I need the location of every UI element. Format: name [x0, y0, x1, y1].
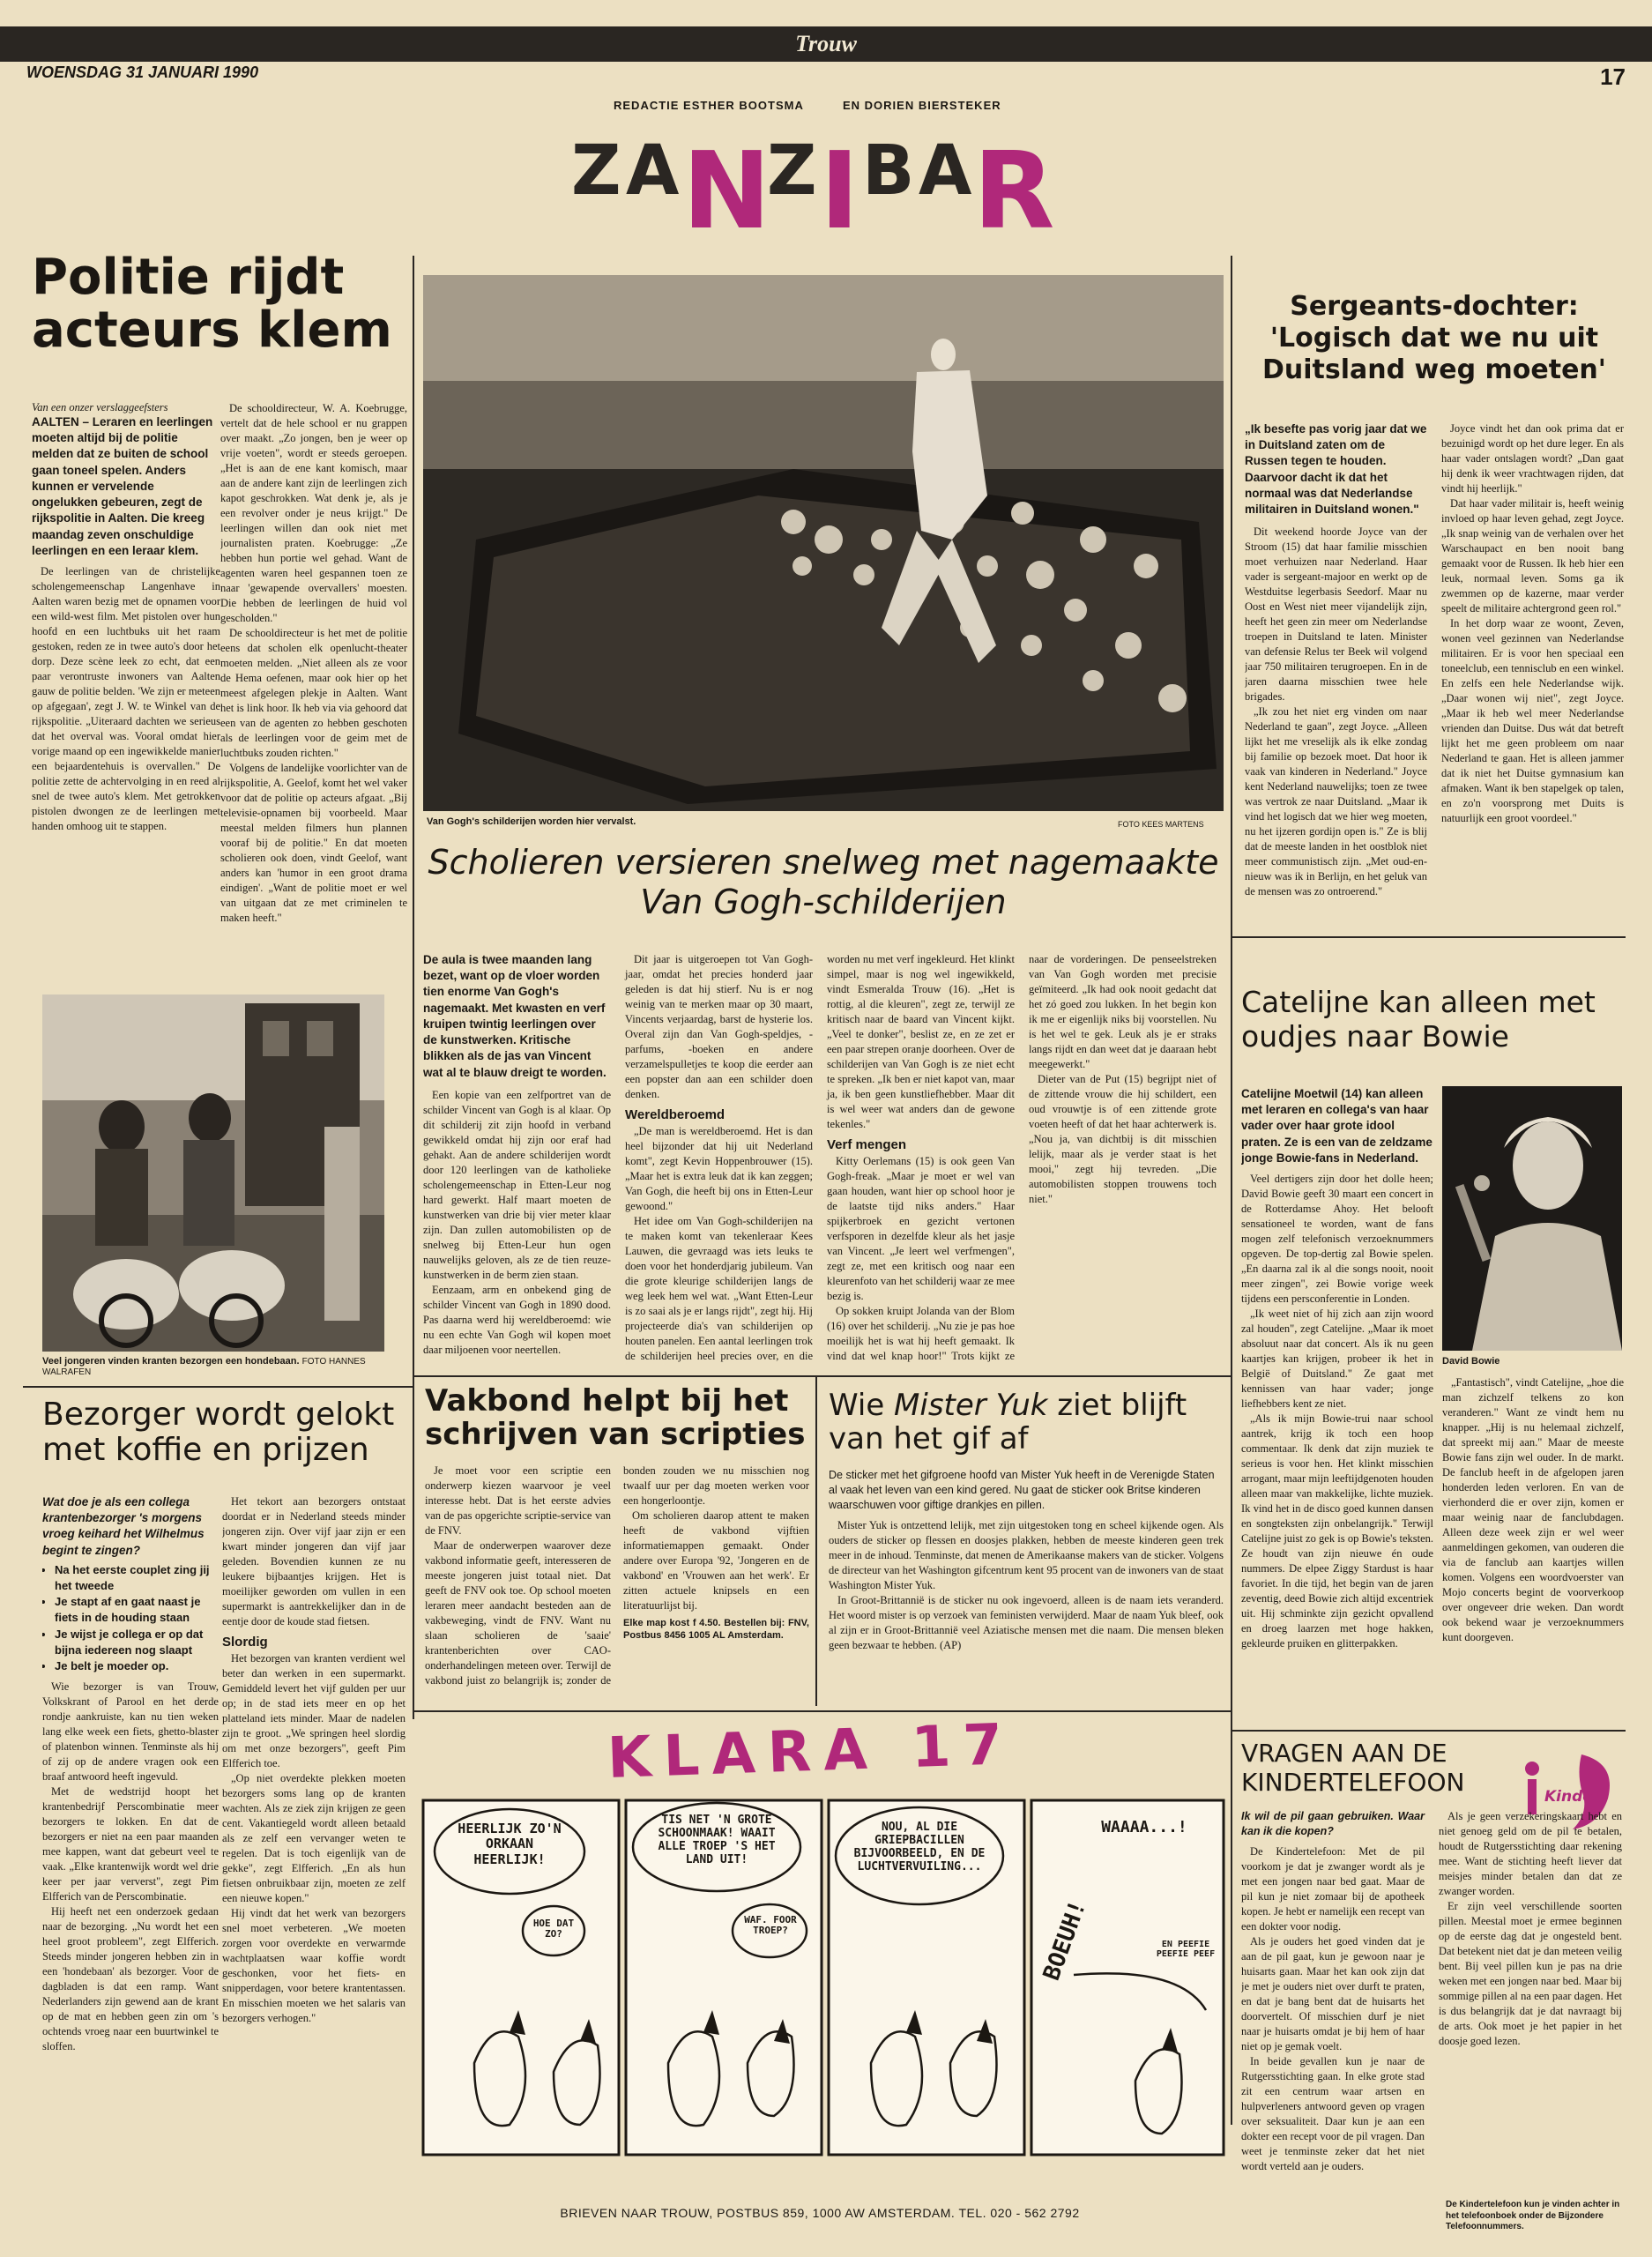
svg-text:R: R: [973, 130, 1055, 245]
bowie-lead: Catelijne Moetwil (14) kan alleen met leraren en collega's van haar vader over haar grote idool praten. Ze is een van de zeldzame jonge Bowie-fans in Nederland.: [1241, 1087, 1432, 1165]
politie-byline: Van een onzer verslaggeefsters: [32, 401, 168, 413]
sergeant-para-1: Dit weekend hoorde Joyce van der Stroom (15) dat haar familie misschien moet verhuizen naar Nederland. Haar vader is sergeant-majoor en werkt op de Westduitse legerbasis Seedorf. Maar nu Oost en West niet meer vijandelijk zijn, heeft het geen zin meer om Nederlandse troepen in Duitsland te laten. Minister van defensie Relus ter Beek wil volgend jaar 750 militairen terugroepen. En in de jaren daarna misschien twee hele brigades.: [1245, 525, 1427, 704]
section-rule: [1232, 936, 1626, 938]
comic-balloon-3: NOU, AL DIE GRIEPBACILLEN BIJVOORBEELD, EN DE LUCHTVERVUILING...: [853, 1821, 986, 1873]
delivery-photo-caption: [42, 1356, 395, 1377]
column-rule: [1231, 256, 1232, 2125]
comic-balloon-4: WAAAA...!: [1101, 1818, 1187, 1836]
comic-balloon-1b: HOE DAT ZO?: [532, 1918, 575, 1940]
kindertelefoon-para-5: Er zijn veel verschillende soorten pillen. Meestal moet je ermee beginnen op de eerste dag dat je ongesteld bent. Dat betekent niet dat je dan meteen veilig bent. Bij veel pillen kun je pas na drie weken met een jongen naar bed. Maar bij sommige pillen al na een paar dagen. Het is dus belangrijk dat je dat navraagt bij de arts. Ook moet je het papier in het doosje goed lezen.: [1439, 1900, 1622, 2047]
kindertelefoon-para-4: Als je geen verzekeringskaart hebt en niet genoeg geld om de pil te betalen, houdt de Rutgersstichting daar rekening mee. Want de stichting heeft liever dat meisjes minder betalen dan dat ze zwanger worden.: [1439, 1810, 1622, 1897]
vangogh-photo-credit: FOTO KEES MARTENS: [1118, 820, 1204, 829]
delivery-photo-credit: FOTO HANNES WALRAFEN: [42, 1357, 366, 1377]
yuk-headline: [829, 1389, 1225, 1456]
bezorger-para-3: Hij heeft net een onderzoek gedaan naar de bezorging. „Nu wordt het een heel groot probleem", zegt Elfferich. Steeds minder jongeren hebben zin in een 'hondebaan' als bezorger. Voor de dagbladen is dat een ramp. Want Nederlanders zijn gewend aan de krant op de mat en hebben geen zin om 's ochtends vroeg naar een buurtwinkel te sloffen.: [42, 1905, 219, 2053]
date-line: WOENSDAG 31 JANUARI 1990: [26, 63, 259, 81]
bezorger-para-2: Met de wedstrijd hoopt het krantenbedrijf Perscombinatie meer bezorgers te lokken. En dat de bezorgers er niet na een paar maanden mee kappen, want dat gebeurt veel te vaak. „Elke krantenwijk wordt wel drie keer per jaar ververst", zegt Pim Elfferich van de Perscombinatie.: [42, 1785, 219, 1903]
vangogh-photo: [423, 275, 1224, 811]
yuk-body: [829, 1468, 1224, 1706]
quiz-option: • Je stapt af en gaat naast je fiets in de houding staan: [55, 1594, 219, 1626]
bowie-para-1: Veel dertigers zijn door het dolle heen; David Bowie geeft 30 maart een concert in de Rotterdamse Ahoy. Het belooft sensationeel te worden, want de fans mogen zelf telefonisch verzoeknummers opgeven. De top-dertig zal Bowie spelen. „En daarna zal ik al die songs nooit, nooit meer zingen", zei Bowie vorige week tijdens een persconferentie in Londen.: [1241, 1173, 1433, 1306]
bezorger-quiz-options: [42, 1562, 219, 1674]
bezorger-subhead: Slordig: [222, 1635, 268, 1650]
bowie-col-1: [1241, 1086, 1433, 1721]
svg-text:A: A: [626, 131, 680, 211]
kindertelefoon-logo-text: Kinder: [1544, 1788, 1601, 1806]
bezorger-headline: Bezorger wordt gelokt met koffie en prijzen: [42, 1397, 395, 1469]
comic-balloon-1: HEERLIJK ZO'N ORKAAN HEERLIJK!: [458, 1821, 562, 1867]
bowie-photo-caption: David Bowie: [1442, 1356, 1500, 1367]
vangogh-lead: De aula is twee maanden lang bezet, want op de vloer worden tien enorme Van Gogh's nagemaakt. Met kwasten en verf kruipen twintig leerlingen over de kunstwerken. Kritische blikken als de jas van Vincent wat al te blauw dreigt te worden.: [423, 953, 606, 1079]
politie-lead: AALTEN – Leraren en leerlingen moeten altijd bij de politie melden dat ze buiten de school gaan toneel spelen. Anders kunnen er vervelende ongelukken gebeuren, zegt de rijkspolitie in Aalten. Die kreeg maandag zeven onschuldige leerlingen en een leraar klem.: [32, 415, 213, 557]
kindertelefoon-para-1: De Kindertelefoon: Met de pil voorkom je dat je zwanger wordt als je met een jongen naar bed gaat. Maar de pil kun je niet zomaar bij de apotheek kopen. Je hebt er namelijk een recept van een dokter voor nodig.: [1241, 1844, 1425, 1933]
bowie-col-2: [1442, 1375, 1624, 1721]
bowie-para-4: „Fantastisch", vindt Catelijne, „hoe die man zichzelf telkens zo kon veranderen." Want ze vindt hem nu knapper. „Hij is nu helemaal zichzelf, dat spreekt mij aan." Maar de meeste Bowie fans zijn wel ouder. In de markt. De fanclub heeft in de afgelopen jaren honderden leden verloren. En van de vierhonderd die er over zijn, komen er maar weinig naar de fanclubdagen. Alleen deze week zijn er wel weer aanmeldingen gekomen, van ouderen die via de fanclub aan kaartjes willen komen. Volgens een woordvoerster van Mojo concerts begint de voorverkoop over ongeveer drie weken. Dan wordt ook bekend waar je verzoeknummers kunt doorgeven.: [1442, 1376, 1624, 1643]
politie-headline: Politie rijdt acteurs klem: [32, 249, 392, 360]
vakbond-para-3: Om scholieren daarop attent te maken heeft de vakbond vijftien informatiemappen gemaakt. Onder andere over Europa '92, 'Jongeren en de vakbond' en 'Vrouwen aan het werk'. Er zitten actuele knipsels en een literatuurlijst bij.: [623, 1509, 809, 1612]
vangogh-para-6: Kitty Oerlemans (15) is ook geen Van Gogh-freak. „Maar je moet er wel van gaan houden, want hier op school hoor je de laatste tijd niks anders." Haar spijkerbroek en gezicht vertonen verfsporen in dezelfde kleur als het jasje van Vincent. „Je leert wel verfmengen", zegt ze, met een kritisch oog naar een kleurenfoto van het schilderij waar ze mee bezig is.: [827, 1155, 1015, 1302]
comic-strip: [421, 1799, 1225, 2160]
footer-address: BRIEVEN NAAR TROUW, POSTBUS 859, 1000 AW AMSTERDAM. TEL. 020 - 562 2792: [560, 2206, 1080, 2220]
quiz-option: • Na het eerste couplet zing jij het tweede: [55, 1562, 219, 1594]
politie-col-1: [32, 401, 220, 948]
quiz-option: • Je wijst je collega er op dat bijna iedereen nog slaapt: [55, 1627, 219, 1658]
section-rule: [1232, 1730, 1626, 1732]
yuk-headline-em: Mister Yuk: [894, 1388, 1048, 1423]
bezorger-para-7: Hij vindt dat het werk van bezorgers snel moet verbeteren. „We moeten zorgen voor overdekte en verwarmde wachtplaatsen waar koffie wordt geschonken, voor het fiets- en snipperdagen, voor betere krantentassen. En misschien moeten we het salaris van bezorgers verhogen.": [222, 1907, 406, 2024]
editor-credit-right: EN DORIEN BIERSTEKER: [843, 99, 1001, 112]
politie-col-2: [220, 401, 407, 948]
section-rule: [413, 1710, 1231, 1712]
sergeant-body: [1245, 421, 1624, 928]
politie-para-3: De schooldirecteur is het met de politie eens dat scholen elk openlucht-theater moeten melden. „Niet alleen als ze voor de Hema oefenen, maar ook hier op het meest afgelegen plekje in Aalten. Want het is link hoor. Ik heb via via gehoord dat een van de agenten zo hebben geschoten als de leerlingen voor de geim met de luchtbuks zouden richten.": [220, 627, 407, 759]
kindertelefoon-body: [1241, 1809, 1622, 2257]
sergeant-para-5: In het dorp waar ze woont, Zeven, wonen veel gezinnen van Nederlandse militairen. Er is voor hen speciaal een toneelclub, een tennisclub en een winkel. En zelfs een hele Nederlandse wijk. „Daar wonen wij niet", zegt Joyce. „Maar ik heb wel meer Nederlandse vrienden dan Duitse. Dus wát dat betreft lijkt het me geen probleem om naar Nederland te gaan. Het is alleen jammer dat ik niet het Duitse gymnasium kan afmaken. Want ik ben stapelgek op talen, en zo'n voorsprong met Duits is natuurlijk een groot voordeel.": [1441, 617, 1624, 824]
svg-text:A: A: [919, 131, 972, 211]
bezorger-lead: Wat doe je als een collega krantenbezorger 's morgens vroeg keihard het Wilhelmus begint te zingen?: [42, 1495, 205, 1557]
vangogh-para-3: Dit jaar is uitgeroepen tot Van Gogh-jaar, omdat het precies honderd jaar geleden is dat hij stierf. Nu is er nog weinig van te merken maar op 30 maart, Vincents verjaardag, barst de hysterie los. Overal zijn dan Van Gogh-speldjes, -parfums, -boeken en andere verzamelspulletjes te koop die eerder aan een popster dan aan een schilder doen denken.: [625, 953, 813, 1100]
quiz-option: • Je belt je moeder op.: [55, 1658, 219, 1674]
kindertelefoon-para-3: In beide gevallen kun je naar de Rutgersstichting gaan. In elke grote stad zit een centrum waar artsen en hulpverleners antwoord geven op vragen over seksualiteit. Daar kun je aan een dokter een recept voor de pil vragen. Dan weet je tenminste zeker dat het niet wordt verteld aan je ouders.: [1241, 2054, 1425, 2172]
column-rule: [413, 256, 414, 1719]
comic-balloon-2b: WAF. FOOR TROEP?: [744, 1914, 797, 1937]
editor-credit-left: REDACTIE ESTHER BOOTSMA: [614, 99, 804, 112]
bezorger-col-2: [222, 1494, 406, 2217]
kindertelefoon-question: Ik wil de pil gaan gebruiken. Waar kan ik die kopen?: [1241, 1810, 1425, 1837]
yuk-lead: De sticker met het gifgroene hoofd van Mister Yuk heeft in de Verenigde Staten al vaak het leven van een kind gered. Nu gaat de sticker ook Britse kinderen waarschuwen voor giftige drankjes en pillen.: [829, 1469, 1215, 1511]
yuk-para-2: In Groot-Brittannië is de sticker nu ook ingevoerd, alleen is de naam iets veranderd. Het woord mister is op verzoek van feministen verwijderd. Maar de naam Yuk bleef, ook al zijn er in Groot-Brittannië veel Aziatische mensen met die naam. Die mensen bleken geen bezwaar te hebben. (AP): [829, 1594, 1224, 1651]
yuk-headline-post: ziet blijft van het gif af: [829, 1388, 1187, 1457]
svg-text:Z: Z: [767, 131, 817, 211]
vangogh-subhead-2: Verf mengen: [827, 1137, 907, 1152]
vangogh-headline: Scholieren versieren snelweg met nagemaakte Van Gogh-schilderijen: [428, 843, 1219, 921]
section-rule: [413, 1375, 1231, 1377]
bezorger-para-6: „Op niet overdekte plekken moeten bezorgers soms lang op de kranten wachten. Als ze ziek zijn krijgen ze geen cent. Vakantiegeld wordt alleen betaald als ze zelf een vervanger weten te regelen. Dat is toch eigenlijk van de gekke", zegt Elfferich. „En als hun fietsen onbruikbaar zijn, moeten ze zelf een nieuwe kopen.": [222, 1772, 406, 1904]
politie-para-4: Volgens de landelijke voorlichter van de rijkspolitie, A. Geelof, komt het wel vaker voor dat de politie op acteurs afgaat. „Bij televisie-opnamen bij voorbeeld. Maar meestal melden filmers hun plannen vooraf bij de politie." En dat moeten scholieren ook doen, vindt Geelof, want anders kan 'humor in een groot drama eindigen'. „Want de politie moet er wel van uitgaan dat ze met criminelen te maken heeft.": [220, 762, 407, 924]
vakbond-note: Elke map kost f 4.50. Bestellen bij: FNV, Postbus 8456 1005 AL Amsterdam.: [623, 1618, 809, 1642]
vakbond-para-1: Je moet voor een scriptie een onderwerp kiezen waarvoor je veel interesse hebt. Dat is het eerste advies van de pas opgerichte scriptie-service van de FNV.: [425, 1464, 611, 1537]
column-rule: [815, 1375, 817, 1706]
vangogh-para-1: Een kopie van een zelfportret van de schilder Vincent van Gogh is al klaar. Op dit schilderij zit zijn hoofd in verband gewikkeld omdat hij zijn oor eraf had gehakt. Aan de andere schilderijen wordt door 120 leerlingen van de katholieke scholengemeenschap in Etten-Leur nog hard gewerkt. Half maart moeten de kunstwerken van drie bij vier meter klaar zijn. Dan zullen automobilisten op de snelweg bij Etten-Leur hun ogen nauwelijks geloven, als ze de tien reuze-kunstwerken in de berm zien staan.: [423, 1088, 611, 1281]
kindertelefoon-para-2: Als je ouders het goed vinden dat je aan de pil gaat, kun je gewoon naar je huisarts gaan. Maar het kan ook zijn dat je met je ouders niet over durft te praten, en dat je bang bent dat de huisarts het doorvertelt. Of misschien durf je niet naar je huisarts omdat je bij hem of haar niet op je gemak voelt.: [1241, 1934, 1425, 2052]
comic-balloon-2: TIS NET 'N GROTE SCHOONMAAK! WAAIT ALLE TROEP 'S HET LAND UIT!: [658, 1814, 776, 1866]
svg-text:B: B: [862, 131, 915, 211]
svg-text:Z: Z: [571, 131, 621, 211]
sergeant-lead: „Ik besefte pas vorig jaar dat we in Duitsland zaten om de Russen tegen te houden. Daarvoor dacht ik dat het normaal was dat Nederlandse militairen in Duitsland wonen.": [1245, 422, 1427, 517]
vakbond-headline: Vakbond helpt bij het schrijven van scripties: [425, 1383, 806, 1453]
bezorger-para-4: Het tekort aan bezorgers ontstaat doordat er in Nederland steeds minder jongeren zijn. Over vijf jaar zijn er een kwart minder jongeren dan vijf jaar geleden. Bovendien kunnen ze nu leukere bijbaantjes krijgen. Het is moeilijker geworden om vullen in een supermarkt is aantrekkelijker dan in de eentje door de koude stad fietsen.: [222, 1495, 406, 1628]
vangogh-para-4: „De man is wereldberoemd. Het is dan heel bijzonder dat hij uit Nederland komt", zegt Kevin Hoppenbrouwer (15). „Maar het is extra leuk dat ik kan zeggen; Van Gogh, die heeft bij ons in Etten-Leur gewoond.": [625, 1125, 813, 1212]
vakbond-para-2: Maar de onderwerpen waarover deze vakbond informatie geeft, interesseren de meeste jongeren juist totaal niet. Dat geeft de FNV ook toe. Op school moeten leraren meer aandacht besteden aan de vakbeweging, vindt de FNV. Want nu slaan scholieren de 'saaie' krantenberichten over CAO-onderhandelingen meteen over. Terwijl de vakbond juist zo belangrijk is; zonder de bonden zouden we nu misschien nog twaalf uur per dag moeten werken voor een hongerloontje.: [425, 1464, 809, 1687]
paper-masthead: Trouw: [0, 26, 1652, 62]
vangogh-para-7: Op sokken kruipt Jolanda van der Blom (16) over het schilderij. „Nu zie je pas hoe moeilijk het is wat hij heeft gemaakt. Ik vind dat wel knap hoor!" Trots kijkt ze naar de vorderingen. De penseelstreken van Van Gogh worden met precisie geïmiteerd. „Ik had ook nooit gedacht dat het zó goed zou lukken. In het begin kon ik me er eigenlijk niks bij voorstellen. Nu is het wel te gek. Leuk als je er straks langs rijdt en dan weet dat je daaraan hebt meegewerkt.": [827, 953, 1217, 1362]
bezorger-para-5: Het bezorgen van kranten verdient wel beter dan werken in een supermarkt. Gemiddeld levert het vijf gulden per uur op; in de stad iets meer en op het platteland iets minder. Maar de nadelen zijn te groot. „We springen heel slordig om met onze bezorgers", geeft Pim Elfferich toe.: [222, 1652, 406, 1769]
comic-balloon-4c: BOEUH!: [1038, 1896, 1092, 1985]
politie-para-2: De schooldirecteur, W. A. Koebrugge, vertelt dat de hele school er nu grappen over maakt. „Zo jongen, ben je weer op vrije voeten", wordt er steeds geroepen. „Het is aan de ene kant komisch, maar aan de andere kant zijn de leerlingen zich kapot geschrokken. Wat denk je, als je een revolver onder je neus krijgt." De leerlingen willen dan ook niet met journalisten praten. Koebrugge: „Ze hebben hun portie wel gehad. Want de agenten waren heel gespannen toen ze naar 'gewapende overvallers' moesten. Die hebben de leerlingen de huid vol gescholden.": [220, 402, 407, 624]
bezorger-col-1: [42, 1494, 219, 2217]
bowie-photo: [1442, 1086, 1622, 1351]
kindertelefoon-headline: VRAGEN AAN DE KINDERTELEFOON: [1241, 1739, 1465, 1798]
bowie-headline: Catelijne kan alleen met oudjes naar Bowie: [1241, 985, 1596, 1054]
delivery-caption-text: Veel jongeren vinden kranten bezorgen een hondebaan.: [42, 1356, 300, 1367]
vakbond-body: [425, 1464, 809, 1702]
bowie-para-3: „Als ik mijn Bowie-trui naar school aantrek, krijg ik toch een hoop commentaar. Ik denk dat zijn muziek te serieus is voor hen. Het klinkt misschien arrogant, maar mijn leeftijdgenoten houden alleen maar van makkelijke, lichte muziek. Ik vind het in de disco goed kunnen dansen en songteksten zijn onbelangrijk." Terwijl Catelijne juist zo gek is op Bowie's teksten. Ze houdt van zijn nieuwe én oude nummers. De elpee Ziggy Stardust is haar favoriet. In die tijd, het begin van de jaren zeventig, deed Bowie zich altijd excentriek uit. Hij schminkte zijn gezicht opvallend en droeg laarzen met hoge hakken, gekleurde pruiken en glitterpakken.: [1241, 1412, 1433, 1650]
yuk-headline-pre: Wie: [829, 1388, 895, 1423]
politie-para-1: De leerlingen van de christelijke scholengemeenschap Langenhave in Aalten waren bezig met de opnamen voor een wild-west film. Met pistolen over hun hoofd en een luchtbuks uit het raam gestoken, reden ze in twee auto's door het dorp. Deze scène leek zo echt, dat een paar verontruste inwoners van Aalten gauw de politie belden. 'We zijn er meteen op afgegaan', zegt J. W. te Winkel van de rijkspolitie. „Uiteraard dachten we serieus dat het overval was. Vooral omdat hier vorige maand op een ingewikkelde manier een bejaardentehuis is overvallen." De politie zette de achtervolging in en reed al snel de twee auto's klem. Met getrokken pistolen dwongen ze de leerlingen met handen omhoog uit te stappen.: [32, 564, 220, 832]
yuk-para-1: Mister Yuk is ontzettend lelijk, met zijn uitgestoken tong en scheel kijkende ogen. Als ouders de sticker op flessen en doosjes plakken, hebben de meeste kinderen geen trek meer in de inhoud. Tenminste, dat menen de Amerikaanse makers van de sticker. Volgens de directeur van het Washington gifcentrum kent 95 procent van de inwoners van de staat Washington Mister Yuk.: [829, 1519, 1224, 1591]
comic-title: KLARA 17: [606, 1711, 1016, 1792]
svg-text:I: I: [820, 130, 859, 245]
vangogh-para-8: Dieter van de Put (15) begrijpt niet of de zittende vrouw die hij schildert, een oud vrouwtje is of een zittende grote voeten heeft of dat het haar achterwerk is. „Nou ja, van dichtbij is dit misschien lelijk, maar als je verder staat is het mooi," zegt hij tevreden. „Die automobilisten stoppen trouwens toch niet.": [1029, 1073, 1217, 1205]
bowie-para-2: „Ik weet niet of hij zich aan zijn woord zal houden", zegt Catelijne. „Maar ik moet absoluut naar dat concert. Als ik nu geen kaartjes kan krijgen, probeer ik het in België of Duitsland." Ze gaat met kennissen van haar vader; jonge liefhebbers kent ze niet.: [1241, 1307, 1433, 1411]
bezorger-para-1: Wie bezorger is van Trouw, Volkskrant of Parool en het derde rondje aankruiste, kan nu tien weken lang elke week een fiets, ghetto-blaster of platenbon winnen. Tenminste als hij of zij op de andere vragen ook een braaf antwoord heeft ingevuld.: [42, 1680, 219, 1784]
delivery-photo: [42, 994, 384, 1352]
section-rule: [23, 1386, 413, 1388]
vangogh-para-2: Eenzaam, arm en onbekend ging de schilder Vincent van Gogh in 1890 dood. Pas daarna werd hij wereldberoemd: wie nu een echte Van Gogh wil kopen moet daar miljoenen voor neertellen.: [423, 1283, 611, 1356]
vangogh-subhead-1: Wereldberoemd: [625, 1107, 726, 1122]
sergeant-headline: Sergeants-dochter: 'Logisch dat we nu uit Duitsland weg moeten': [1262, 291, 1606, 385]
comic-balloon-4b: EN PEEFIE PEEFIE PEEF: [1156, 1940, 1216, 1959]
vangogh-para-5: Het idee om Van Gogh-schilderijen na te maken komt van tekenleraar Kees Lauwen, die gevraagd was iets leuks te doen voor het honderdjarig jubileum. Van die grote kleurige schilderijen langs de weg leek hem wel wat. „Want Etten-Leur is zo saai als je er langs rijdt", zegt hij. Hij projecteerde dia's van schilderijen op houten panelen. Een aantal leerlingen trok de schilderijen heel precies over, en die worden nu met verf ingekleurd. Het klinkt simpel, maar is nog wel ingewikkeld, vindt Esmeralda Trouw (16). „Het is rottig, al die kleuren", zegt ze, terwijl ze kritisch naar de baard van Vincent kijkt. „Veel te donker", beslist ze, en ze zet er een paar strepen oranje doorheen. Over de schilderijen van Van Gogh is ze niet echt te spreken. „Ik ben er niet kapot van, maar ja, ik ben geen kunstliefhebber. Maar dit is wel weer wat anders dan de gewone tekenles.": [625, 953, 1015, 1362]
zanzibar-logo: [571, 95, 1100, 245]
vangogh-body: [423, 952, 1217, 1371]
sergeant-para-3: Joyce vindt het dan ook prima dat er bezuinigd wordt op het dure leger. En als haar vader ontslagen wordt? „Dan gaat hij denk ik weer vrachtwagen rijden, dat vindt hij heerlijk.": [1441, 422, 1624, 495]
svg-text:N: N: [682, 130, 771, 245]
sergeant-para-4: Dat haar vader militair is, heeft weinig invloed op haar leven gehad, zegt Joyce. „Ik snap weinig van de verhalen over het Warschaupact en ben nooit bang gemaakt voor de Russen. Ik heb hier een leuk, normaal leven. Soms ga ik zwemmen op de kazerne, maar verder speelt de militaire achtergrond geen rol.": [1441, 497, 1624, 615]
vangogh-photo-caption: Van Gogh's schilderijen worden hier vervalst.: [427, 816, 636, 827]
kindertelefoon-note: De Kindertelefoon kun je vinden achter in het telefoonboek onder de Bijzondere Telefoonnummers.: [1446, 2200, 1620, 2231]
sergeant-para-2: „Ik zou het niet erg vinden om naar Nederland te gaan", zegt Joyce. „Alleen lijkt het me vreselijk als ik elke zondag bij familie op bezoek moet. Dat hoor ik vaak van kinderen in Nederland." Joyce kent Nederland nauwelijks; toen ze twee was vertrok ze naar Duitsland. „Maar ik vind het logisch dat we hier weg moeten, nu het ijzeren gordijn open is." Ze is blij dat de meeste landen in het oostblok niet meer communistisch zijn. „Met oud-en-nieuw was ik in Berlijn, en het geluk van de mensen was zo ontroerend.": [1245, 705, 1427, 898]
page-number: 17: [1600, 63, 1626, 90]
